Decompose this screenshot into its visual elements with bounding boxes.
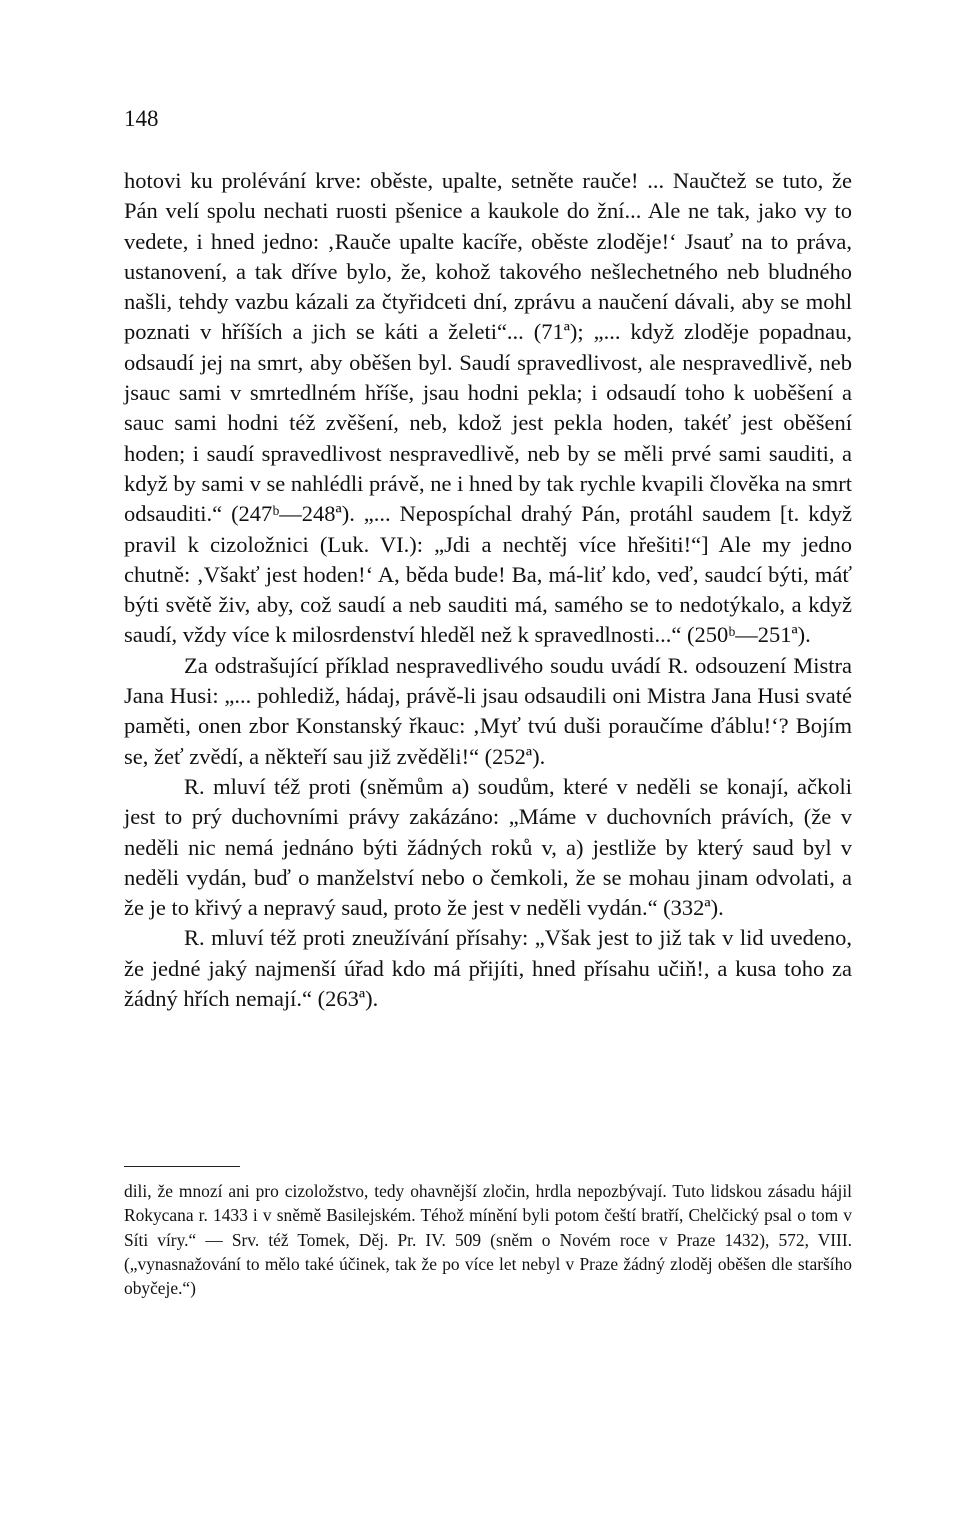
footnote-text: dili, že mnozí ani pro cizoložstvo, tedy ohavnější zločin, hrdla nepozbývají. Tuto lidskou zásadu hájil Rokycana r. 1433 i v sněmě Basilejském. Téhož mínění byli potom čeští bratří, Chelčický psal o tom v Síti víry.“ — Srv. též Tomek, Děj. Pr. IV. 509 (sněm o Novém roce v Praze 1432), 572, VIII. („vynasnažování to mělo také účinek, tak že po více let nebyl v Praze žádný zloděj oběšen dle staršího obyčeje.“) — [124, 1181, 852, 1299]
page-number: 148 — [124, 106, 159, 131]
paragraph-oath-misuse: R. mluví též proti zneužívání přísahy: „Však jest to již tak v lid uvedeno, že jedné jaký najmenší úřad kdo má přijíti, hned přísahu učiň!, a kusa toho za žádný hřích nemají.“ (263ª). — [124, 925, 852, 1012]
main-text — [124, 166, 852, 1014]
paragraph-hus-example: Za odstrašující příklad nespravedlivého soudu uvádí R. odsouzení Mistra Jana Husi: „... pohlediž, hádaj, právě-li jsau odsaudili oni Mistra Jana Husi svaté paměti, onen zbor Konstanský řkauc: ‚Myť tvú duši poraučíme ďáblu!‘? Bojím se, žeť zvědí, a někteří sau již zvěděli!“ (252ª). — [124, 652, 852, 769]
paragraph-sunday-courts: R. mluví též proti (sněmům a) soudům, které v neděli se konají, ačkoli jest to prý duchovními právy zakázáno: „Máme v duchovních právích, (že v neděli nic nemá jednáno býti žádných roků v, a) jestliže by který saud byl v neděli vydán, buď o manželství nebo o čemkoli, že se mohau jinam odvolati, a že je to křivý a nepravý saud, proto že jest v neděli vydán.“ (332ª). — [124, 773, 852, 921]
paragraph-continuation: hotovi ku prolévání krve: oběste, upalte, setněte rauče! ... Naučtež se tuto, že Pán velí spolu nechati ruosti pšenice a kaukole do žní... Ale ne tak, jako vy to vedete, i hned jedno: ‚Rauče upalte kacíře, oběste zloděje!‘ Jsauť na to práva, ustanovení, a tak dříve bylo, že, kohož takového nešlechetného neb bludného našli, tehdy vazbu kázali za čtyřidceti dní, zprávu a naučení dávali, aby se mohl poznati v hříších a jich se káti a želeti“... (71ª); „... když zloděje popadnau, odsaudí jej na smrt, aby oběšen byl. Saudí spravedlivost, ale nespravedlivě, neb jsauc sami v smrtedlném hříše, jsau hodni pekla; i odsaudí toho k uoběšení a sauc sami hodni též zvěšení, neb, kdož jest pekla hoden, takéť jest oběšení hoden; i saudí spravedlivost nespravedlivě, neb by se měli prvé sami sauditi, a když by sami v se nahlédli právě, ne i hned by tak rychle kvapili člověka na smrt odsauditi.“ (247ᵇ—248ª). „... Nepospíchal drahý Pán, protáhl saudem [t. když pravil k cizoložnici (Luk. VI.): „Jdi a nechtěj více hřešiti!“] Ale my jedno chutně: ‚Všakť jest hoden!‘ A, běda bude! Ba, má-liť kdo, veď, saudcí býti, máť býti světě živ, aby, což saudí a neb sauditi má, samého se to nedotýkalo, a když saudí, vždy více k milosrdenství hleděl než k spravedlnosti...“ (250ᵇ—251ª). — [124, 168, 852, 648]
footnote-divider — [124, 1166, 240, 1167]
